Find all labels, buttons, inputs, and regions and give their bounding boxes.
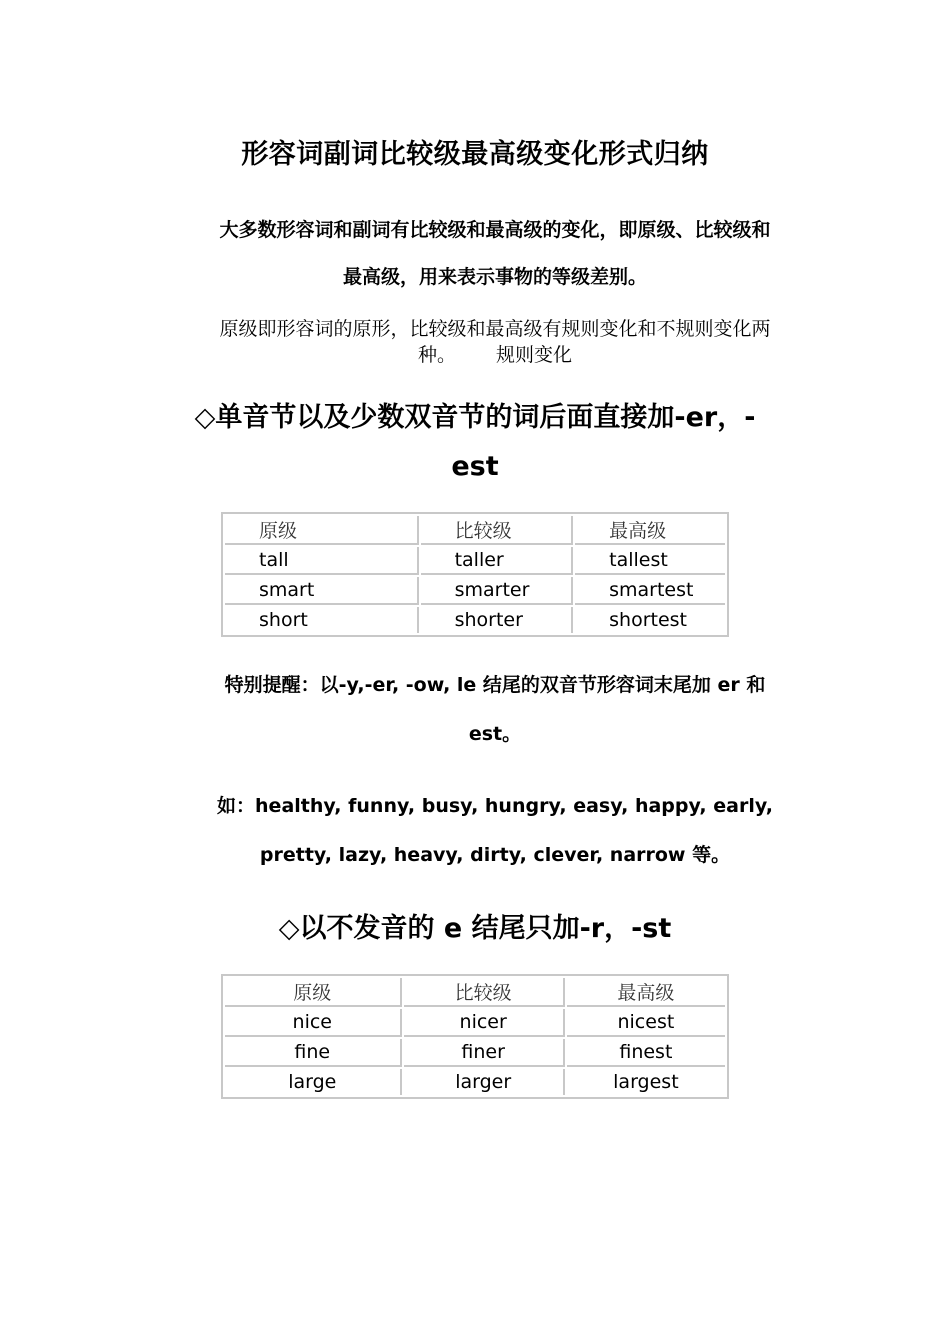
table-cell: shorter bbox=[421, 607, 574, 633]
section-1-heading-line-1: ◇单音节以及少数双音节的词后面直接加-er，- bbox=[194, 402, 756, 433]
example-line-2: pretty, lazy, heavy, dirty, clever, narrow 等。 bbox=[259, 844, 731, 866]
table-header-row bbox=[225, 978, 725, 1007]
table-header-cell: 最高级 bbox=[575, 516, 725, 545]
table-header-cell: 比较级 bbox=[421, 516, 574, 545]
table-header-cell: 原级 bbox=[225, 978, 402, 1007]
table-header-cell: 原级 bbox=[225, 516, 419, 545]
table-cell: nice bbox=[225, 1009, 402, 1037]
intro-line-2-part-a: 种。 bbox=[417, 344, 456, 366]
table-row bbox=[225, 547, 725, 575]
table-cell: smartest bbox=[575, 577, 725, 605]
table-cell: large bbox=[225, 1069, 402, 1095]
section-1-heading-line-2: est bbox=[451, 451, 499, 482]
example-words bbox=[190, 782, 800, 880]
table-cell: smarter bbox=[421, 577, 574, 605]
section-2-heading: ◇以不发音的 e 结尾只加-r，-st bbox=[278, 913, 672, 944]
intro-paragraph bbox=[180, 316, 810, 368]
intro-line-2 bbox=[180, 342, 810, 368]
note-line-2: est。 bbox=[468, 723, 522, 745]
page-title: 形容词副词比较级最高级变化形式归纳 bbox=[241, 139, 709, 170]
example-line-1: 如：healthy, funny, busy, hungry, easy, happy, early, bbox=[217, 795, 773, 817]
table-row bbox=[225, 607, 725, 633]
comparison-table-2 bbox=[221, 974, 729, 1099]
special-reminder-note bbox=[190, 661, 800, 759]
intro-bold-paragraph bbox=[180, 207, 810, 301]
comparison-table-1 bbox=[221, 512, 729, 637]
table-cell: nicer bbox=[404, 1009, 565, 1037]
table-header-cell: 比较级 bbox=[404, 978, 565, 1007]
table-cell: finer bbox=[404, 1039, 565, 1067]
table-cell: smart bbox=[225, 577, 419, 605]
table-row bbox=[225, 1069, 725, 1095]
table-cell: fine bbox=[225, 1039, 402, 1067]
note-line-1: 特别提醒：以-y,-er, -ow, le 结尾的双音节形容词末尾加 er 和 bbox=[224, 674, 766, 696]
table-cell: tallest bbox=[575, 547, 725, 575]
table-cell: finest bbox=[567, 1039, 725, 1067]
table-header-cell: 最高级 bbox=[567, 978, 725, 1007]
table-cell: nicest bbox=[567, 1009, 725, 1037]
intro-bold-line-1: 大多数形容词和副词有比较级和最高级的变化，即原级、比较级和 bbox=[219, 219, 771, 241]
table-row bbox=[225, 577, 725, 605]
intro-line-1: 原级即形容词的原形，比较级和最高级有规则变化和不规则变化两 bbox=[219, 318, 771, 340]
table-cell: largest bbox=[613, 1071, 679, 1093]
table-row bbox=[225, 1009, 725, 1037]
table-cell: taller bbox=[421, 547, 574, 575]
table-row bbox=[225, 1039, 725, 1067]
section-1-heading bbox=[180, 393, 770, 491]
table-cell: larger bbox=[404, 1069, 565, 1095]
table-header-row bbox=[225, 516, 725, 545]
intro-bold-line-2: 最高级，用来表示事物的等级差别。 bbox=[342, 266, 647, 288]
intro-line-2-part-b: 规则变化 bbox=[496, 344, 573, 366]
table-cell: shortest bbox=[609, 609, 687, 631]
table-cell: short bbox=[225, 607, 419, 633]
table-cell: tall bbox=[225, 547, 419, 575]
